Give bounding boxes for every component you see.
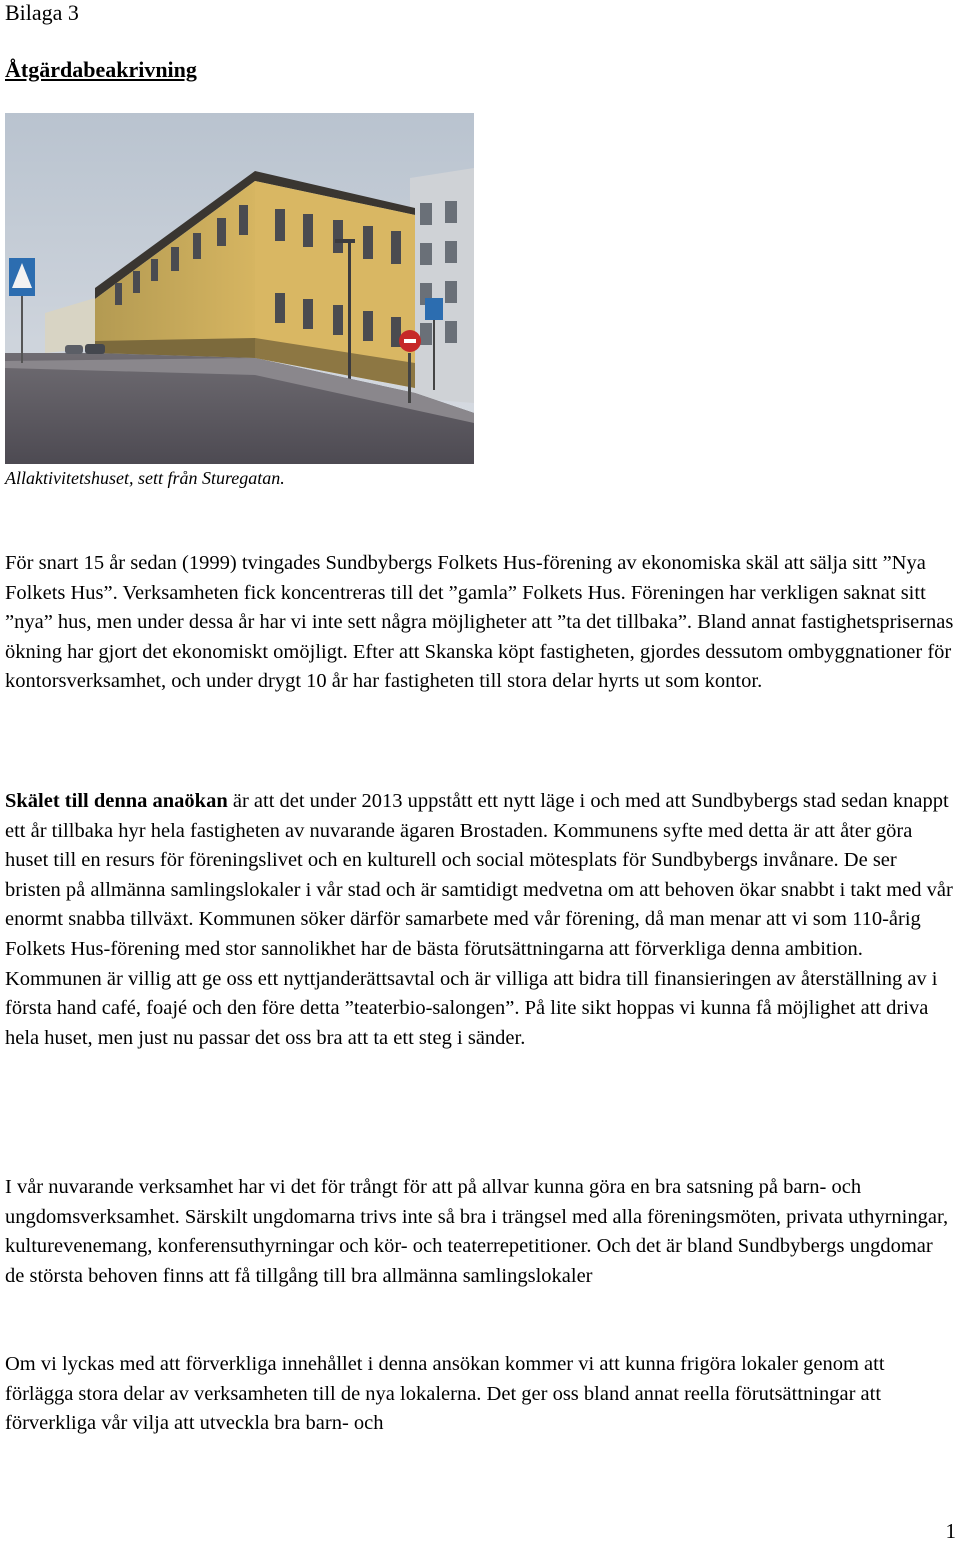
attachment-label: Bilaga 3 — [5, 0, 79, 25]
paragraph-2-body: är att det under 2013 uppstått ett nytt läge i och med att Sundbybergs stad sedan knappt ett år tillbaka hyr hela fastigheten av nuvarande ägaren Brostaden. Kommunens syfte med detta är att åter göra huset till en resurs för föreningslivet och en kulturell och social mötesplats för Sundbybergs invånare. De ser bristen på allmänna samlingslokaler i vår stad och är samtidigt medvetna om att behoven ökar snabbt i takt med vår enormt snabba tillväxt. Kommunen söker därför samarbete med vår förening, då man menar att vi som 110-årig Folkets Hus-förening med stor sannolikhet har de bästa förutsättningarna att förverkliga denna ambition. Kommunen är villig att ge oss ett nyttjanderättsavtal och är villiga att bidra till finansieringen av återställning av i första hand café, foajé och den före detta ”teaterbio-salongen”. På lite sikt hoppas vi kunna få möjlighet att driva hela huset, men just nu passar det oss bra att ta ett steg i sänder. — [5, 790, 953, 1049]
paragraph-3: I vår nuvarande verksamhet har vi det för trångt för att på allvar kunna göra en bra satsning på barn- och ungdomsverksamhet. Särskilt ungdomarna trivs inte så bra i trängsel med alla föreningsmöten, privata uthyrningar, kulturevenemang, konferensuthyrningar och kör- och teaterrepetitioner. Och det är bland Sundbybergs ungdomar de största behoven finns att få tillgång till bra allmänna samlingslokaler — [5, 1176, 949, 1287]
figure-caption: Allaktivitetshuset, sett från Sturegatan. — [5, 468, 285, 488]
building-photo — [5, 113, 474, 464]
paragraph-4: Om vi lyckas med att förverkliga innehållet i denna ansökan kommer vi att kunna frigöra lokaler genom att förlägga stora delar av verksamheten till de nya lokalerna. Det ger oss bland annat reella förutsättningar att förverkliga vår vilja att utveckla bra barn- och — [5, 1353, 885, 1435]
page-title: Åtgärdabeakrivning — [5, 57, 197, 82]
paragraph-2 — [5, 787, 957, 1053]
paragraph-1: För snart 15 år sedan (1999) tvingades Sundbybergs Folkets Hus-förening av ekonomiska skäl att sälja sitt ”Nya Folkets Hus”. Verksamheten fick koncentreras till det ”gamla” Folkets Hus. Föreningen har verkligen saknat sitt ”nya” hus, men under dessa år har vi inte sett några möjligheter att ”ta det tillbaka”. Bland annat fastighetsprisernas ökning har gjort det ekonomiskt omöjligt. Efter att Skanska köpt fastigheten, gjordes dessutom ombyggnationer för kontorsverksamhet, och under drygt 10 år har fastigheten till stora delar hyrts ut som kontor. — [5, 552, 954, 693]
paragraph-2-lead: Skälet till denna anaökan — [5, 790, 228, 812]
page-number: 1 — [945, 1519, 956, 1543]
